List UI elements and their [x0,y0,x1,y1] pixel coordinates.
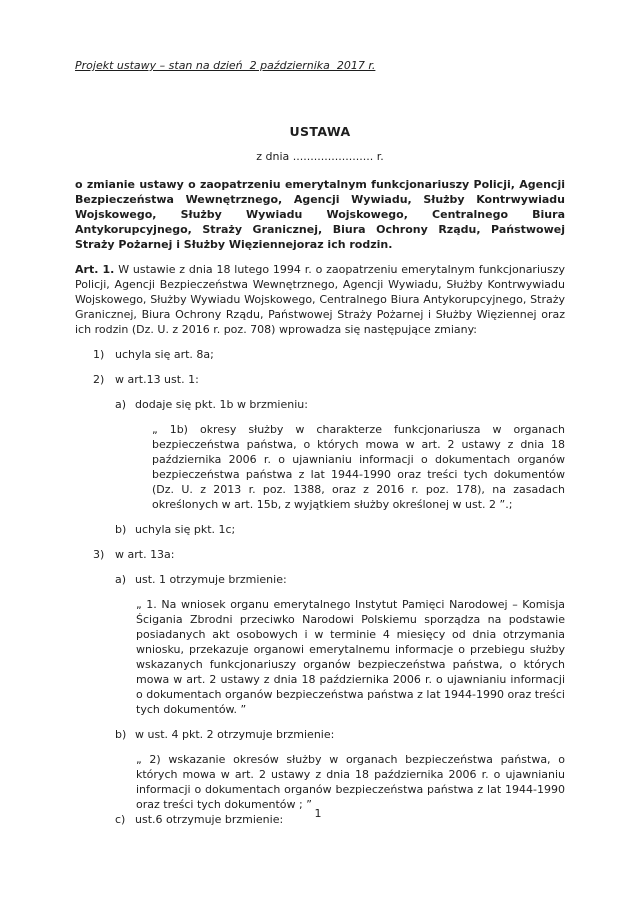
document-date-line: z dnia ....................... r. [256,150,384,163]
draft-status-note: Projekt ustawy – stan na dzień 2 października 2017 r. [75,59,376,72]
subitem-3c-marker: c) [115,813,126,826]
subitem-2a [115,397,565,412]
subject-paragraph: o zmianie ustawy o zaopatrzeniu emerytalnym funkcjonariuszy Policji, Agencji Bezpieczeństwa Wewnętrznego, Agencji Wywiadu, Służby Kontrwywiadu Wojskowego, Służby Wywiadu Wojskowego, Centralnego Biura Antykorupcyjnego, Straży Granicznej, Biura Ochrony Rządu, Państwowej Straży Pożarnej i Służby Więziennejoraz ich rodzin. [75,178,565,251]
amendment-1-text: uchyla się art. 8a; [115,348,214,361]
quoted-provision-ust1: „ 1. Na wniosek organu emerytalnego Instytut Pamięci Narodowej – Komisja Ścigania Zbrodni przeciwko Narodowi Polskiemu sporządza na podstawie posiadanych akt osobowych i w terminie 4 miesięcy od dnia otrzymania wniosku, przekazuje organowi emerytalnemu informacje o przebiegu służby wskazanych funkcjonariuszy organów bezpieczeństwa państwa, o których mowa w art. 2 ustawy z dnia 18 października 2006 r. o ujawnianiu informacji o dokumentach organów bezpieczeństwa państwa z lat 1944-1990 oraz treści tych dokumentów. ” [136,598,565,716]
subitem-3a [115,572,565,587]
subitem-2b-marker: b) [115,523,127,536]
subitem-3a-marker: a) [115,573,127,586]
article-1-label: Art. 1. [75,263,115,276]
subitem-2b-text: uchyla się pkt. 1c; [135,523,236,536]
amendment-item-2 [75,372,565,387]
subitem-3b-text: w ust. 4 pkt. 2 otrzymuje brzmienie: [135,728,335,741]
amendment-3-marker: 3) [93,548,105,561]
subitem-2b [115,522,565,537]
subitem-3c-text: ust.6 otrzymuje brzmienie: [135,813,284,826]
subitem-3a-text: ust. 1 otrzymuje brzmienie: [135,573,287,586]
quoted-provision-pkt2: „ 2) wskazanie okresów służby w organach bezpieczeństwa państwa, o których mowa w art. 2 ustawy z dnia 18 października 2006 r. o ujawnianiu informacji o dokumentach organów bezpieczeństwa państwa z lat 1944-1990 oraz treści tych dokumentów ; ” [136,753,565,811]
article-1-text: W ustawie z dnia 18 lutego 1994 r. o zaopatrzeniu emerytalnym funkcjonariuszy Policji, Agencji Bezpieczeństwa Wewnętrznego, Agencji Wywiadu, Służby Kontrwywiadu Wojskowego, Służby Wywiadu Wojskowego, Centralnego Biura Antykorupcyjnego, Straży Granicznej, Biura Ochrony Rządu, Państwowej Straży Pożarnej i Służby Więziennej oraz ich rodzin (Dz. U. z 2016 r. poz. 708) wprowadza się następujące zmiany: [75,263,565,336]
amendment-3-subitems [115,572,565,827]
amendment-item-1 [75,347,565,362]
page-number: 1 [314,807,322,820]
amendment-1-marker: 1) [93,348,105,361]
subitem-3b-marker: b) [115,728,127,741]
subitem-2a-text: dodaje się pkt. 1b w brzmieniu: [135,398,308,411]
amendment-item-3 [75,547,565,562]
article-1-paragraph [75,262,565,337]
quoted-provision-1b: „ 1b) okresy służby w charakterze funkcjonariusza w organach bezpieczeństwa państwa, o których mowa w art. 2 ustawy z dnia 18 października 2006 r. o ujawnianiu informacji o dokumentach organów bezpieczeństwa państwa z lat 1944-1990 oraz treści tych dokumentów (Dz. U. z 2013 r. poz. 1388, oraz z 2016 r. poz. 178), na zasadach określonych w art. 15b, z wyjątkiem służby określonej w ust. 2 ”.; [152,423,565,511]
amendment-2-text: w art.13 ust. 1: [115,373,199,386]
subitem-2a-marker: a) [115,398,127,411]
amendment-2-subitems [115,397,565,537]
amendment-3-text: w art. 13a: [115,548,175,561]
subitem-3b [115,727,565,742]
amendment-2-marker: 2) [93,373,105,386]
document-title: USTAWA [289,124,351,139]
